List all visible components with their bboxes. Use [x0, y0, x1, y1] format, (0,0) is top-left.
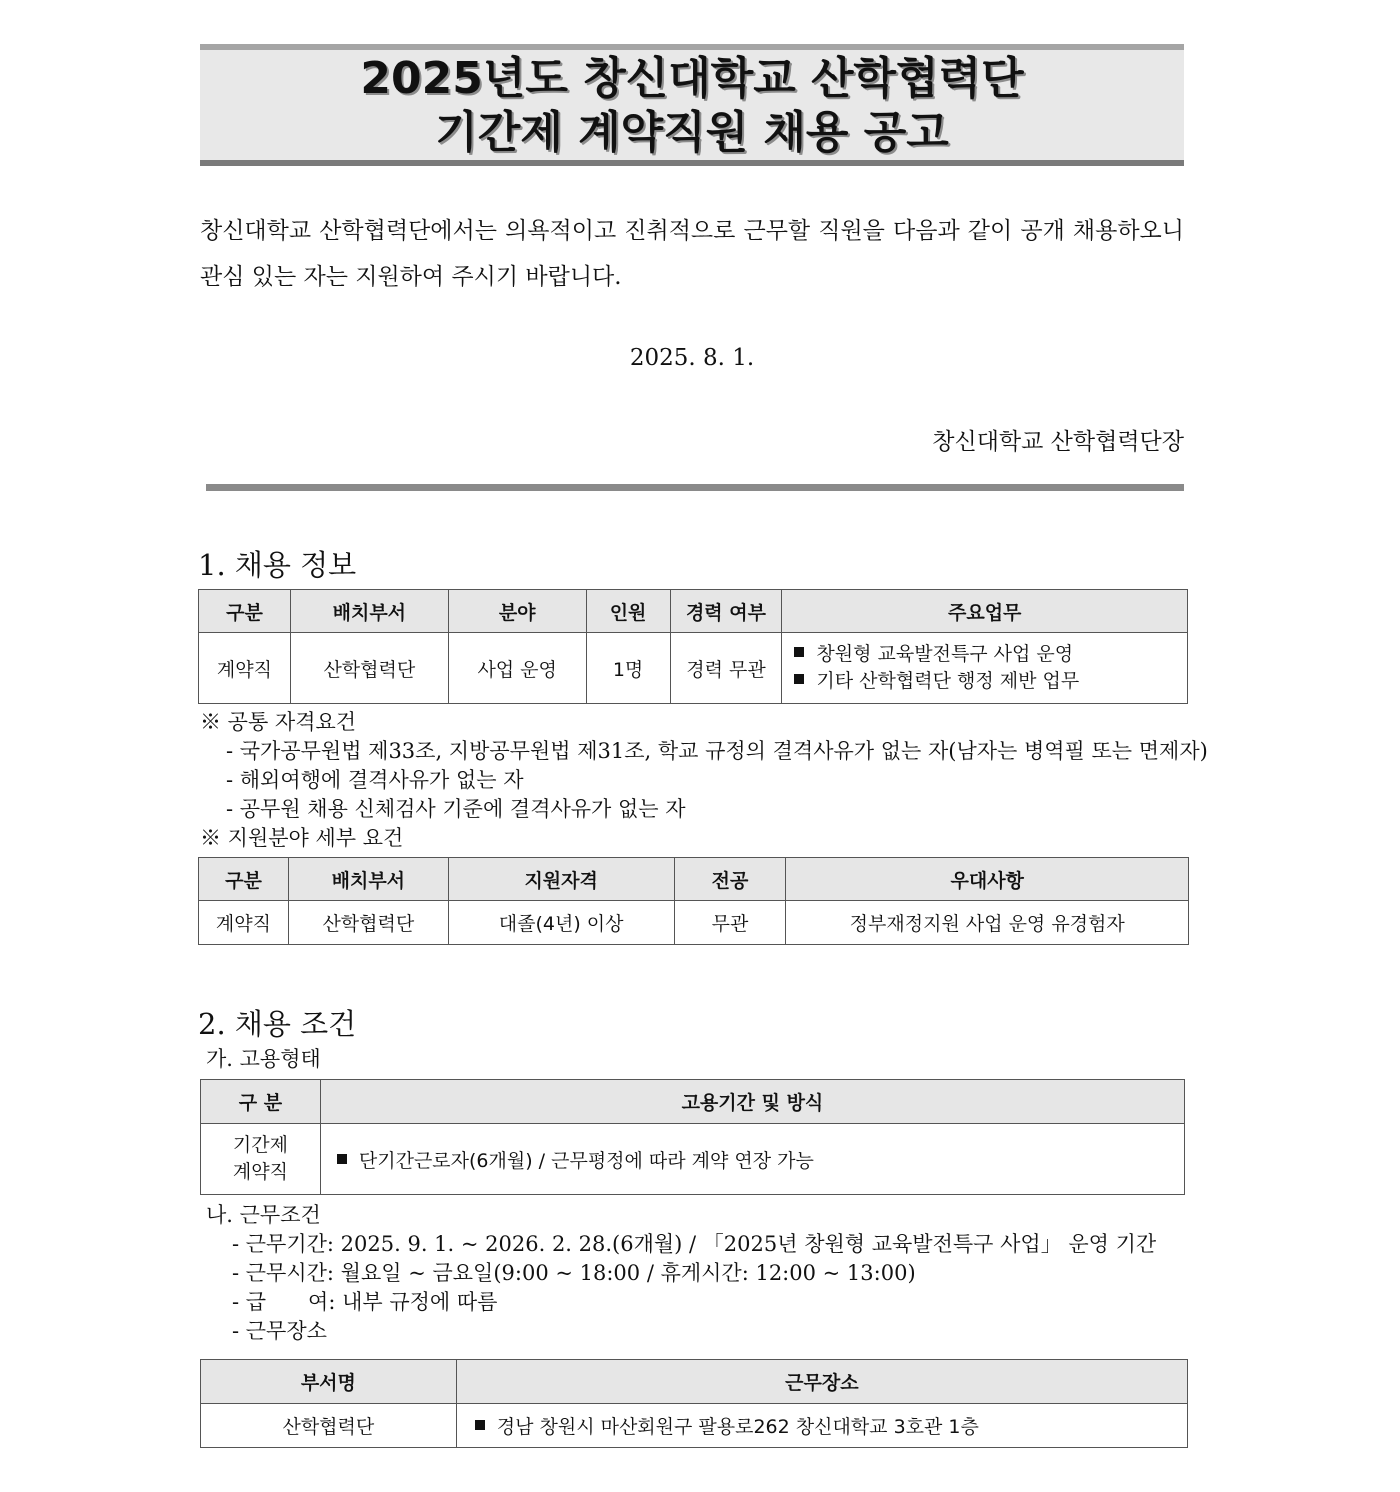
- common-req-heading: ※ 공통 자격요건: [200, 710, 357, 734]
- table-row: [199, 633, 1188, 704]
- cell-duties: [782, 633, 1188, 704]
- title-banner: [200, 44, 1184, 166]
- detail-requirements-table: [198, 857, 1189, 945]
- requirement-item: - 국가공무원법 제33조, 지방공무원법 제31조, 학교 규정의 결격사유가 없는 자(남자는 병역필 또는 면제자): [226, 739, 1208, 763]
- announcement-date: 2025. 8. 1.: [629, 345, 755, 371]
- cell-dept: 산학협력단: [290, 633, 448, 704]
- cell-type: 계약직: [199, 901, 289, 945]
- col-header: 주요업무: [782, 590, 1188, 633]
- cell-count: 1명: [586, 633, 670, 704]
- employment-type-table: [200, 1079, 1185, 1195]
- square-bullet-icon: [475, 1420, 485, 1430]
- cell-type: 계약직: [199, 633, 291, 704]
- col-header: 구분: [199, 590, 291, 633]
- work-location-table: [200, 1359, 1188, 1448]
- detail-req-heading: ※ 지원분야 세부 요건: [200, 826, 404, 850]
- col-header: 구분: [199, 858, 289, 901]
- condition-item: - 근무기간: 2025. 9. 1. ~ 2026. 2. 28.(6개월) / 「2025년 창원형 교육발전특구 사업」 운영 기간: [232, 1232, 1157, 1256]
- col-header: 부서명: [201, 1360, 457, 1404]
- cell-method: [320, 1124, 1184, 1195]
- cell-field: 사업 운영: [448, 633, 586, 704]
- table-row: [201, 1124, 1185, 1195]
- cell-major: 무관: [674, 901, 786, 945]
- col-header: 분야: [448, 590, 586, 633]
- page-title-line1: 2025년도 창신대학교 산학협력단: [360, 53, 1024, 104]
- work-conditions: [206, 1201, 1156, 1346]
- col-header: 고용기간 및 방식: [320, 1080, 1184, 1124]
- divider: [206, 484, 1184, 491]
- table-row: [199, 901, 1189, 945]
- col-header: 근무장소: [456, 1360, 1187, 1404]
- condition-item: - 근무장소: [232, 1319, 327, 1343]
- method-text: 단기간근로자(6개월) / 근무평정에 따라 계약 연장 가능: [358, 1149, 814, 1172]
- recruitment-info-table: [198, 589, 1188, 704]
- signer: 창신대학교 산학협력단장: [932, 429, 1184, 455]
- employment-type-heading: 가. 고용형태: [206, 1047, 321, 1071]
- square-bullet-icon: [337, 1154, 347, 1164]
- square-bullet-icon: [794, 674, 804, 684]
- duty-item: 창원형 교육발전특구 사업 운영: [816, 643, 1074, 665]
- duty-item: 기타 산학협력단 행정 제반 업무: [816, 670, 1080, 692]
- cell-career: 경력 무관: [670, 633, 782, 704]
- requirement-item: - 해외여행에 결격사유가 없는 자: [226, 768, 524, 792]
- col-header: 배치부서: [288, 858, 448, 901]
- requirement-item: - 공무원 채용 신체검사 기준에 결격사유가 없는 자: [226, 797, 686, 821]
- cell-dept: 산학협력단: [201, 1404, 457, 1448]
- location-text: 경남 창원시 마산회원구 팔용로262 창신대학교 3호관 1층: [496, 1416, 979, 1438]
- table-row: [201, 1404, 1188, 1448]
- type-line: 계약직: [232, 1161, 288, 1183]
- col-header: 구 분: [201, 1080, 321, 1124]
- col-header: 우대사항: [786, 858, 1189, 901]
- col-header: 전공: [674, 858, 786, 901]
- condition-item: - 급 여: 내부 규정에 따름: [232, 1290, 498, 1314]
- page-title-line2: 기간제 계약직원 채용 공고: [435, 107, 949, 158]
- work-conditions-heading: 나. 근무조건: [206, 1203, 321, 1227]
- section1-title: 1. 채용 정보: [198, 548, 357, 582]
- common-requirements: [200, 708, 1208, 853]
- cell-dept: 산학협력단: [288, 901, 448, 945]
- cell-qualification: 대졸(4년) 이상: [448, 901, 674, 945]
- col-header: 인원: [586, 590, 670, 633]
- type-line: 기간제: [232, 1134, 288, 1156]
- cell-location: [456, 1404, 1187, 1448]
- col-header: 배치부서: [290, 590, 448, 633]
- intro-paragraph: 창신대학교 산학협력단에서는 의욕적이고 진취적으로 근무할 직원을 다음과 같이 공개 채용하오니 관심 있는 자는 지원하여 주시기 바랍니다.: [200, 218, 1184, 290]
- cell-type: [201, 1124, 321, 1195]
- condition-item: - 근무시간: 월요일 ~ 금요일(9:00 ~ 18:00 / 휴게시간: 12:00 ~ 13:00): [232, 1261, 916, 1285]
- col-header: 지원자격: [448, 858, 674, 901]
- cell-preference: 정부재정지원 사업 운영 유경험자: [786, 901, 1189, 945]
- col-header: 경력 여부: [670, 590, 782, 633]
- section2-title: 2. 채용 조건: [198, 1007, 357, 1041]
- square-bullet-icon: [794, 647, 804, 657]
